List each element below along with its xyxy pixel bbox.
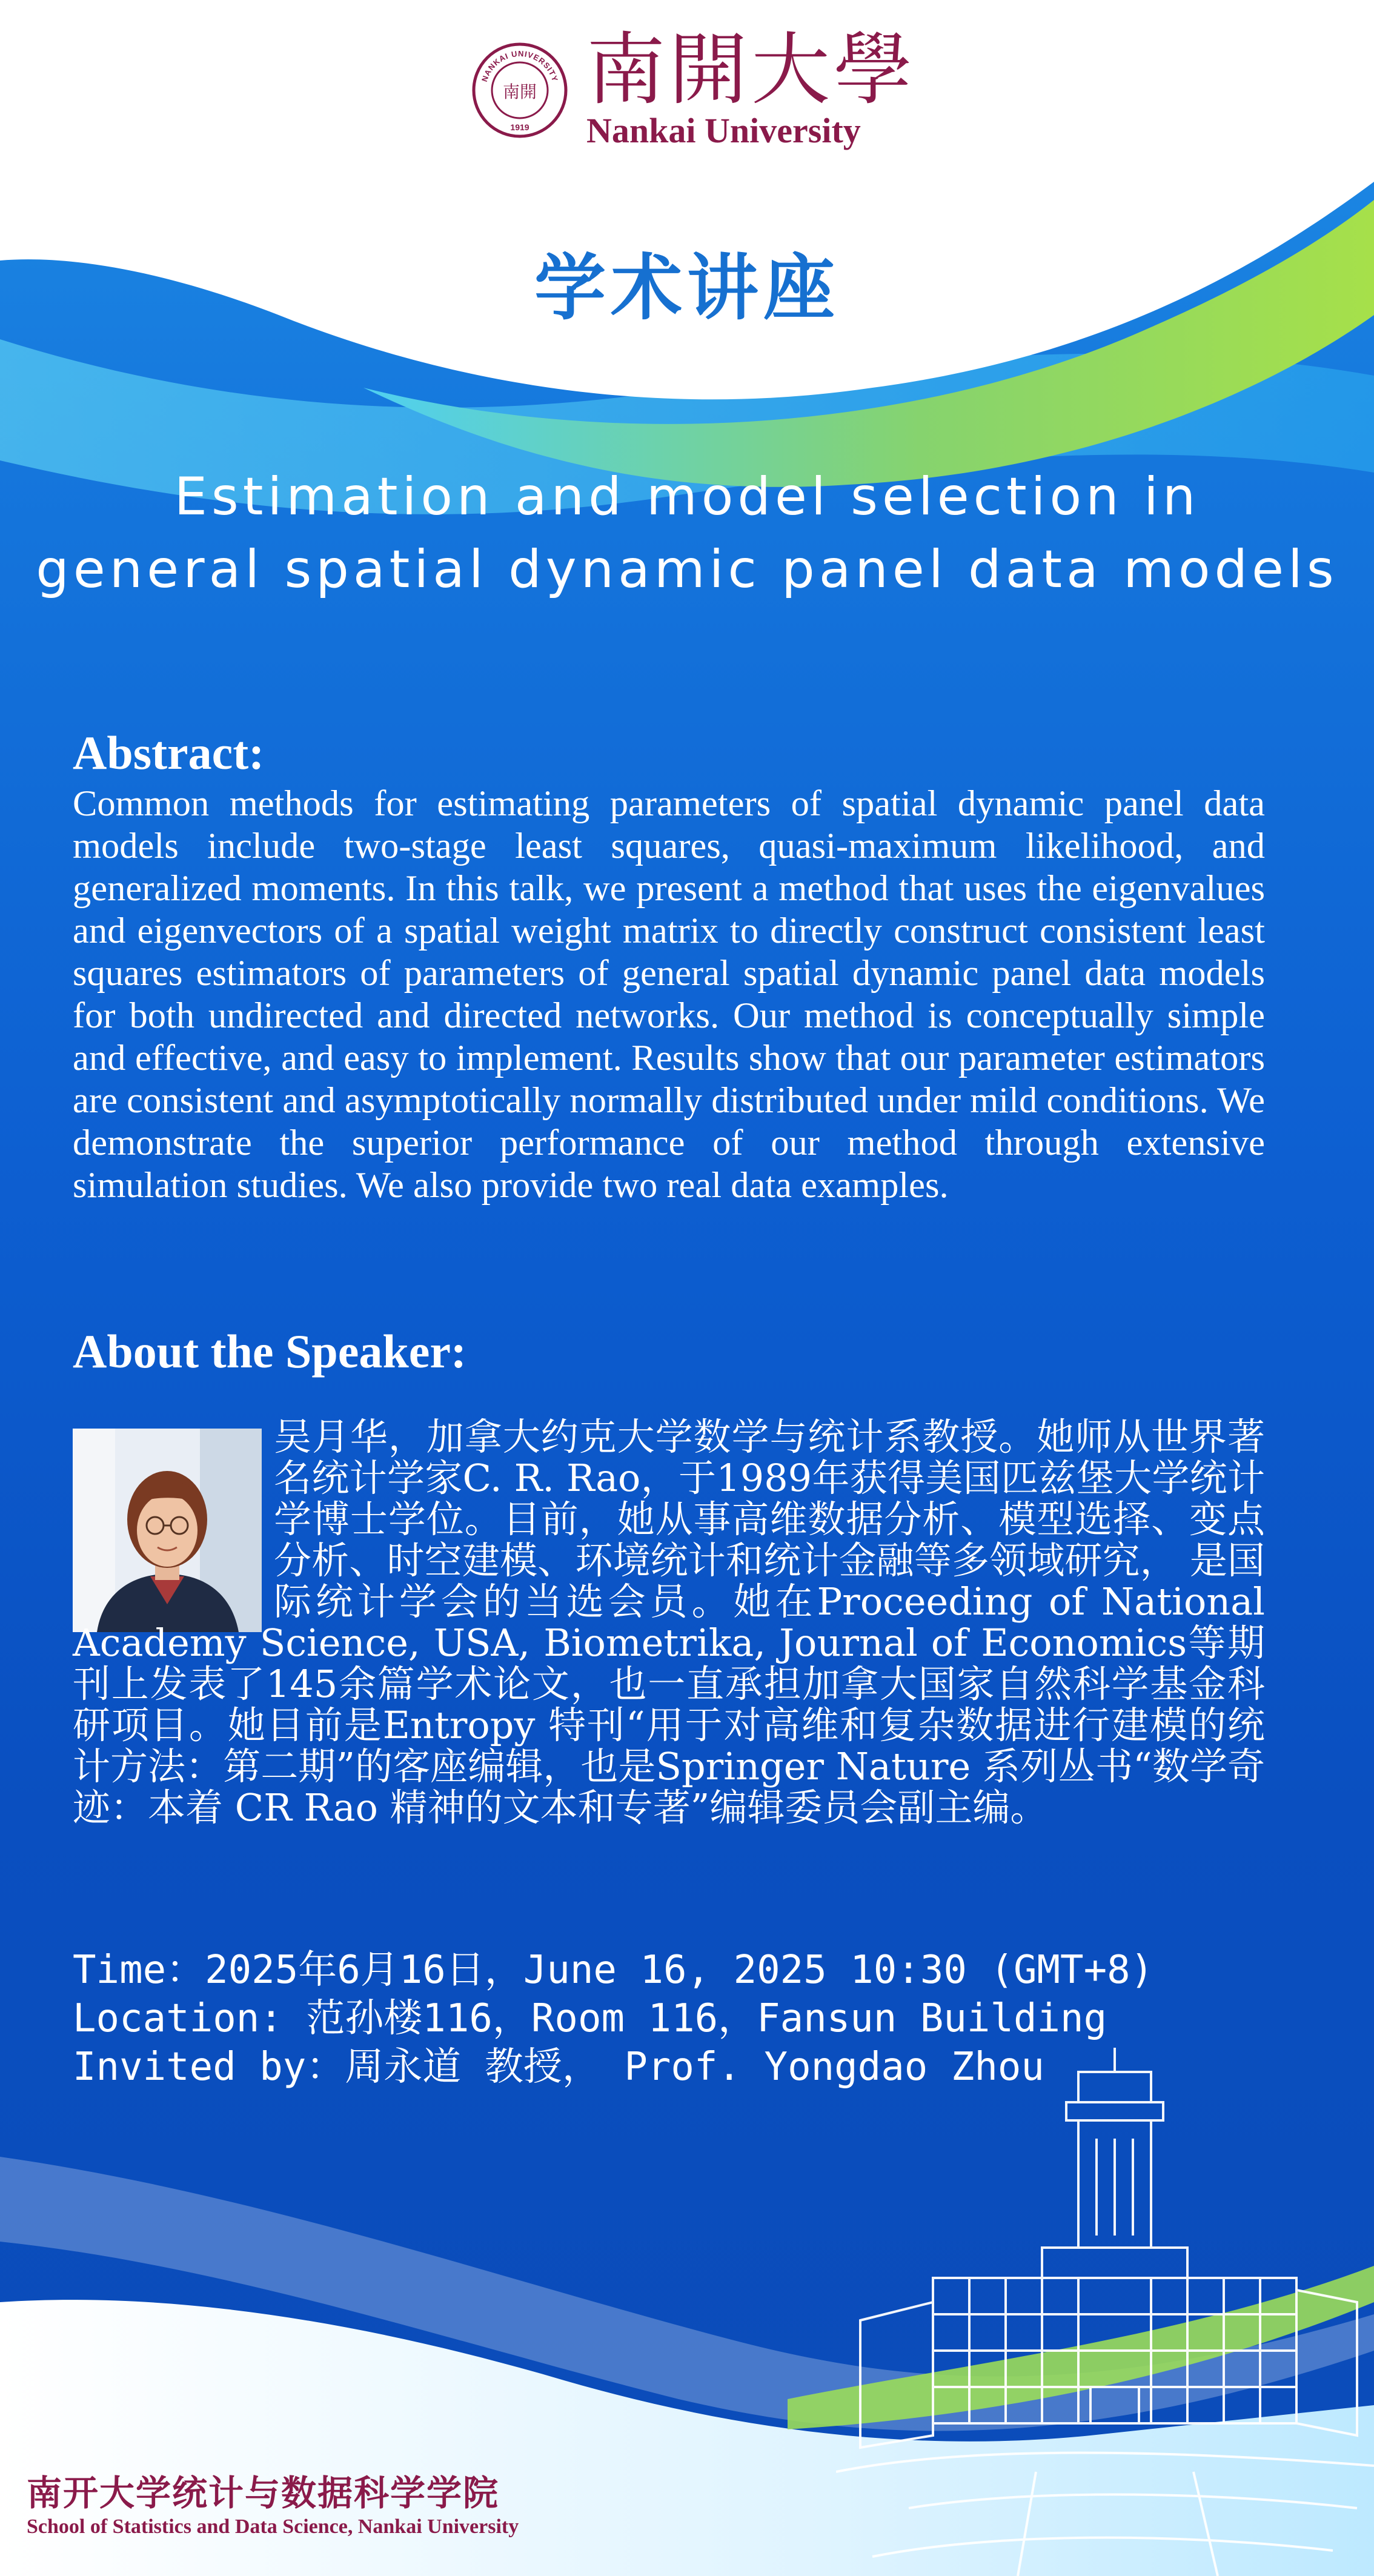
photo-spacer [73,1416,274,1622]
seal-center-text: 南開 [502,81,537,102]
speaker-heading: About the Speaker: [73,1325,467,1378]
school-name-chinese: 南开大学统计与数据科学学院 [27,2472,500,2514]
logo-chinese-name: 南開大學 [586,24,917,116]
event-time: Time：2025年6月16日，June 16, 2025 10:30 (GMT+8) [73,1948,1154,1993]
talk-title-line-2: general spatial dynamic panel data models [36,539,1338,600]
seal-year-text: 1919 [510,122,529,132]
speaker-bio [73,1416,1265,1828]
university-logo [471,24,917,150]
talk-title-line-1: Estimation and model selection in [174,466,1200,527]
university-seal-icon [471,42,568,139]
talk-title [24,460,1350,606]
speaker-bio-text: 吴月华，加拿大约克大学数学与统计系教授。她师从世界著名统计学家C. R. Rao，于1989年获得美国匹兹堡大学统计学博士学位。目前，她从事高维数据分析、模型选择、变点分析、时空建模、环境统计和统计金融等多领域研究， 是国际统计学会的当选会员。她在Proceeding of National Academy Science, USA, Biometrika, Journal of Economics等期刊上发表了145余篇学术论文，也一直承担加拿大国家自然科学基金科研项目。她目前是Entropy 特刊“用于对高维和复杂数据进行建模的统计方法：第二期”的客座编辑，也是Springer Nature 系列丛书“数学奇迹：本着 CR Rao 精神的文本和专著”编辑委员会副主编。 [73,1415,1265,1830]
abstract-heading: Abstract: [73,726,265,779]
event-host: Invited by：周永道 教授， Prof. Yongdao Zhou [73,2045,1044,2090]
school-name-english: School of Statistics and Data Science, Nankai University [27,2515,519,2538]
event-location: Location: 范孙楼116，Room 116，Fansun Building [73,1996,1107,2041]
seal-top-text: NANKAI UNIVERSITY [479,48,560,83]
event-type-heading: 学术讲座 [534,245,840,330]
logo-english-name: Nankai University [586,111,861,150]
campus-building-sketch [836,2048,1374,2576]
abstract-text: Common methods for estimating parameters of spatial dynamic panel data models include two-stage least squares, quasi-maximum likelihood, and generalized moments. In this talk, we present a method that uses the eigenvalues and eigenvectors of a spatial weight matrix to directly construct consistent least squares estimators of parameters of general spatial dynamic panel data models for both undirected and directed networks. Our method is conceptually simple and effective, and easy to implement. Results show that our parameter estimators are consistent and asymptotically normally distributed under mild conditions. We demonstrate the superior performance of our method through extensive simulation studies. We also provide two real data examples. [73,783,1265,1206]
